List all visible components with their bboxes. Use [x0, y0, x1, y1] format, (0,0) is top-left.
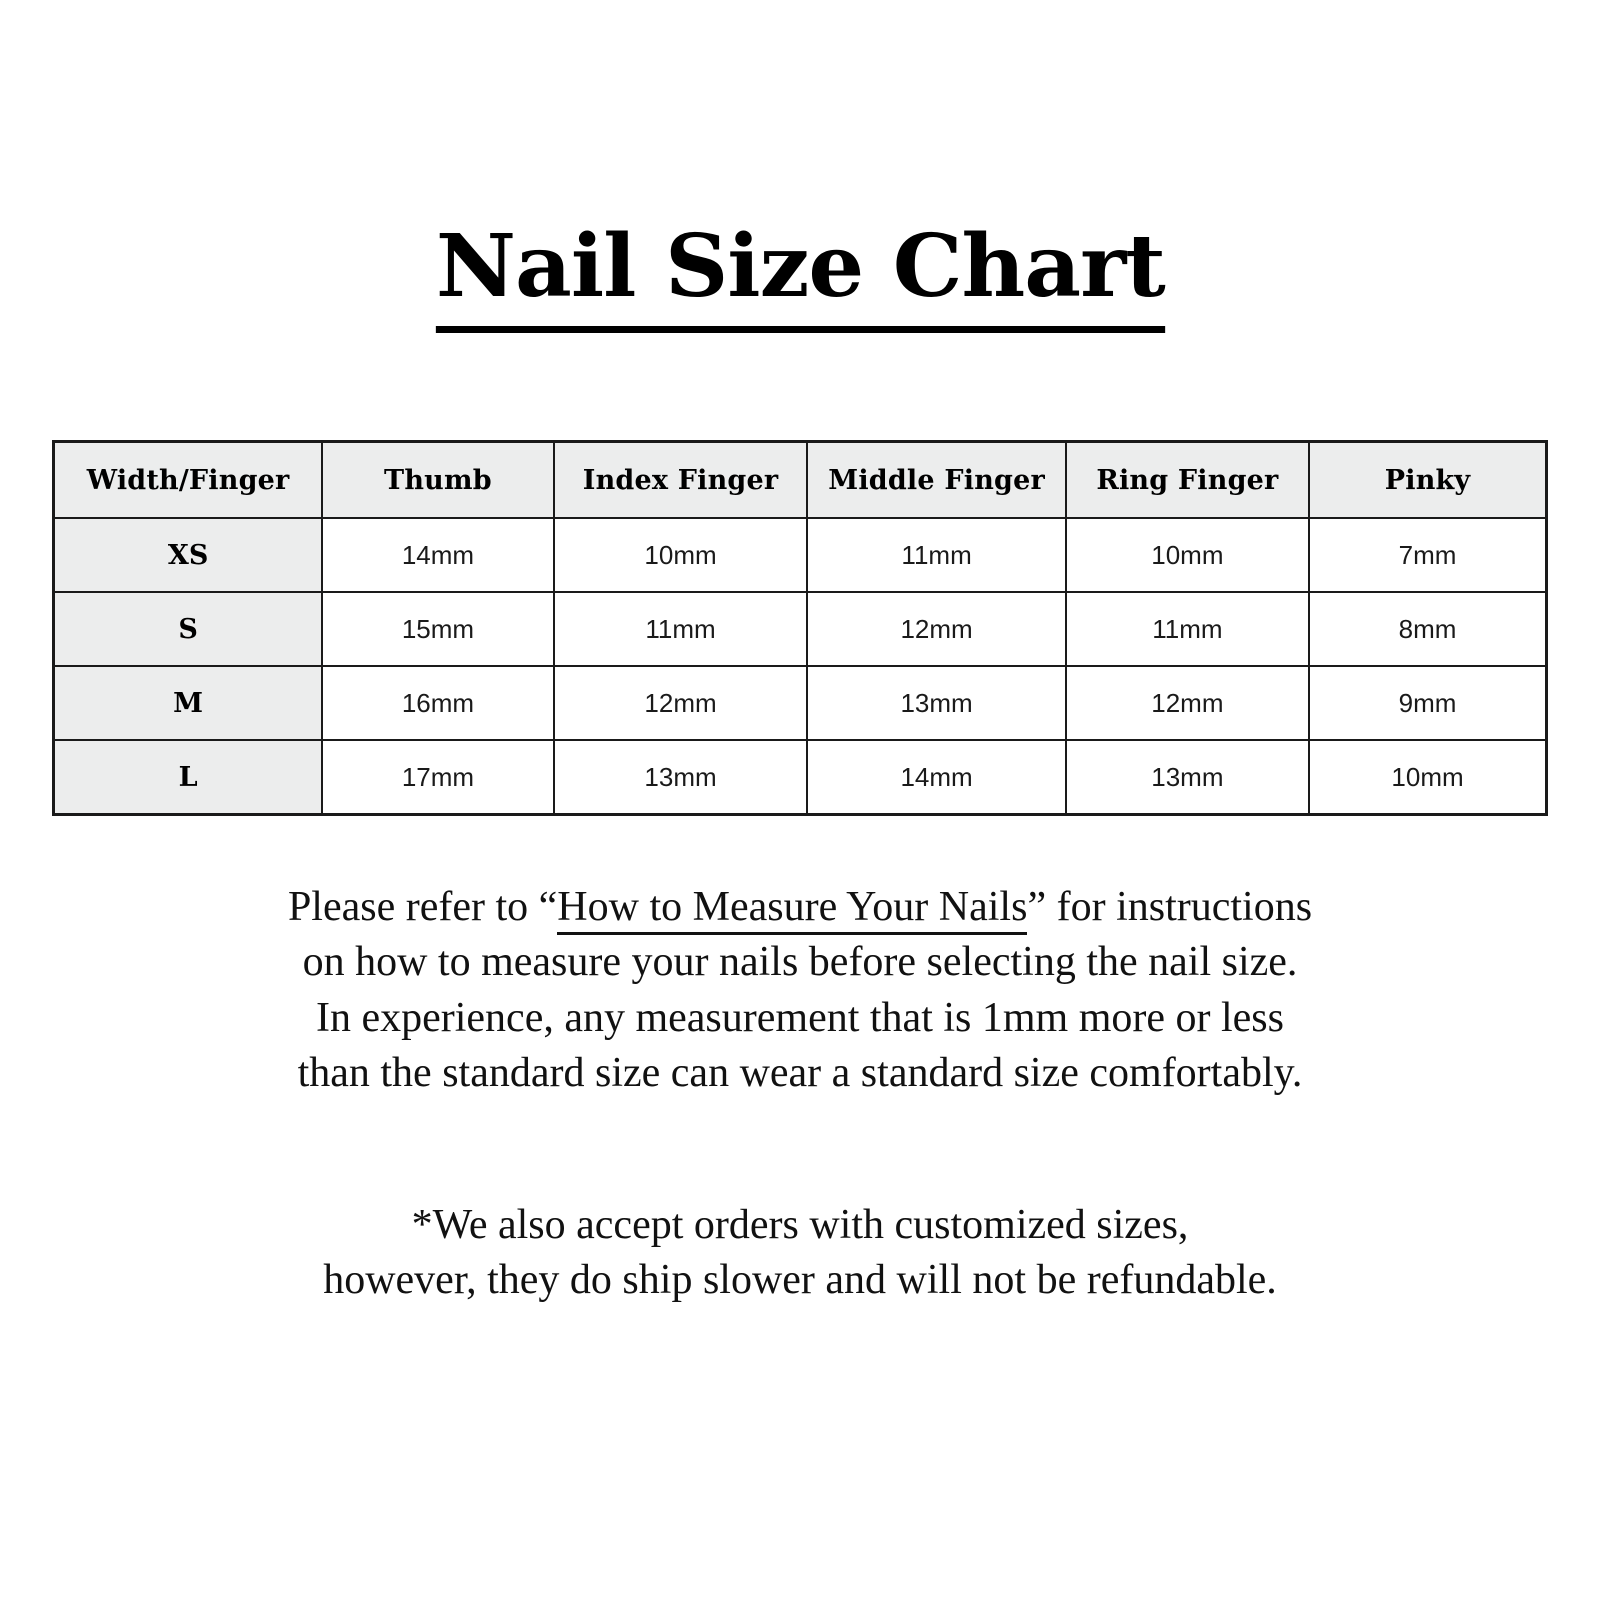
notes-section [0, 880, 1600, 1309]
cell-middle: 11mm [807, 518, 1065, 592]
cell-pinky: 8mm [1309, 592, 1546, 666]
table-row [54, 666, 1547, 740]
cell-middle: 12mm [807, 592, 1065, 666]
note-line: than the standard size can wear a standard size comfortably. [297, 1050, 1303, 1097]
cell-index: 13mm [554, 740, 808, 815]
column-header-ring-finger: Ring Finger [1066, 442, 1309, 519]
column-header-pinky: Pinky [1309, 442, 1546, 519]
table-body [54, 518, 1547, 815]
how-to-measure-link[interactable]: How to Measure Your Nails [557, 884, 1027, 935]
size-table-container [52, 440, 1548, 816]
nail-size-table [52, 440, 1548, 816]
cell-thumb: 17mm [322, 740, 553, 815]
cell-index: 11mm [554, 592, 808, 666]
measure-instructions-note [0, 880, 1600, 1102]
column-header-index-finger: Index Finger [554, 442, 808, 519]
cell-middle: 14mm [807, 740, 1065, 815]
column-header-thumb: Thumb [322, 442, 553, 519]
table-row [54, 592, 1547, 666]
notes-spacer [0, 1102, 1600, 1198]
cell-pinky: 9mm [1309, 666, 1546, 740]
cell-thumb: 15mm [322, 592, 553, 666]
column-header-middle-finger: Middle Finger [807, 442, 1065, 519]
page-title: Nail Size Chart [436, 222, 1165, 333]
cell-ring: 11mm [1066, 592, 1309, 666]
cell-ring: 10mm [1066, 518, 1309, 592]
column-header-width-finger: Width/Finger [54, 442, 323, 519]
table-header [54, 442, 1547, 519]
table-row [54, 518, 1547, 592]
note-text-post: ” for instructions [1027, 884, 1313, 930]
page-title-container [0, 216, 1600, 333]
note-line: In experience, any measurement that is 1mm more or less [315, 994, 1284, 1041]
cell-thumb: 16mm [322, 666, 553, 740]
custom-orders-note [0, 1198, 1600, 1309]
row-header-size: XS [54, 518, 323, 592]
note-line: on how to measure your nails before selecting the nail size. [302, 939, 1298, 986]
cell-ring: 12mm [1066, 666, 1309, 740]
note-text-pre: Please refer to “ [287, 884, 558, 930]
cell-ring: 13mm [1066, 740, 1309, 815]
table-row [54, 740, 1547, 815]
row-header-size: M [54, 666, 323, 740]
table-header-row [54, 442, 1547, 519]
cell-thumb: 14mm [322, 518, 553, 592]
note-line: *We also accept orders with customized sizes, [411, 1201, 1189, 1248]
cell-index: 12mm [554, 666, 808, 740]
cell-pinky: 10mm [1309, 740, 1546, 815]
cell-index: 10mm [554, 518, 808, 592]
row-header-size: S [54, 592, 323, 666]
note-line: however, they do ship slower and will not be refundable. [323, 1257, 1277, 1304]
cell-pinky: 7mm [1309, 518, 1546, 592]
note-line [0, 880, 1600, 935]
row-header-size: L [54, 740, 323, 815]
cell-middle: 13mm [807, 666, 1065, 740]
